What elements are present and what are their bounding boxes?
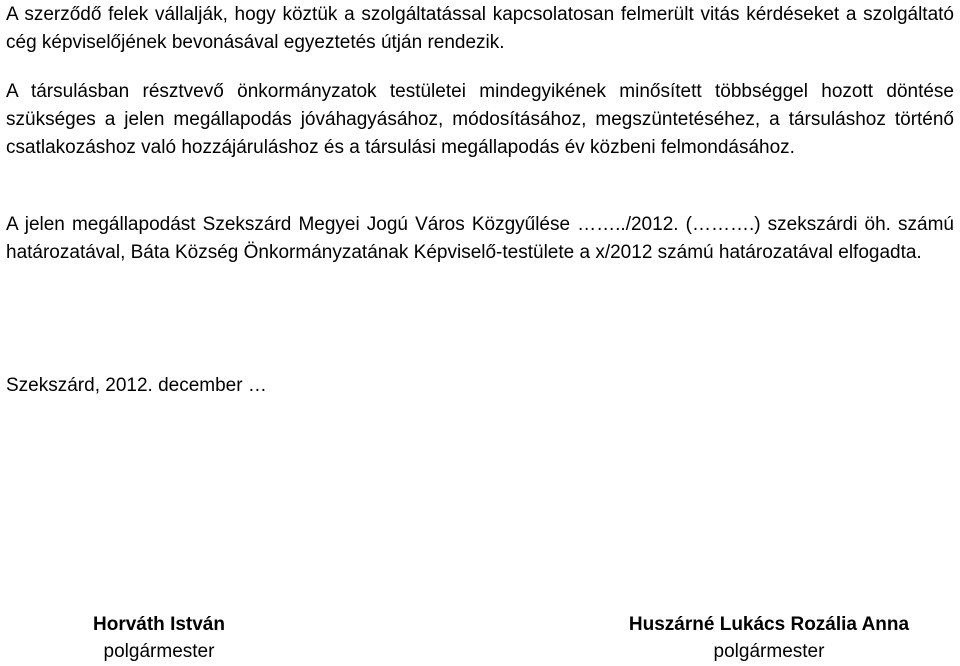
- signatory-title: polgármester: [713, 641, 825, 662]
- paragraph-approval-requirements: A társulásban résztvevő önkormányzatok testületei mindegyikének minősített többséggel hozott döntése szükséges a jelen megállapodás jóváhagyásához, módosításához, megszüntetéséhez, a társuláshoz történő csatlakozáshoz való hozzájáruláshoz és a társulási megállapodás év közbeni felmondásához.: [6, 81, 954, 158]
- paragraph-dispute-resolution: A szerződő felek vállalják, hogy köztük a szolgáltatással kapcsolatosan felmerült vitás kérdéseket a szolgáltató cég képviselőjének bevonásával egyeztetés útján rendezik.: [6, 4, 954, 53]
- place-and-date: Szekszárd, 2012. december …: [6, 375, 267, 396]
- signatory-name: Horváth István: [93, 614, 225, 635]
- signature-block-right: [597, 611, 941, 665]
- signature-block-left: [78, 611, 240, 665]
- signatory-title: polgármester: [103, 641, 215, 662]
- signatory-name: Huszárné Lukács Rozália Anna: [628, 614, 910, 635]
- paragraph-adoption: A jelen megállapodást Szekszárd Megyei Jogú Város Közgyűlése ……../2012. (……….) szekszárdi öh. számú határozatával, Báta Község Önkormányzatának Képviselő-testülete a x/2012 számú határozatával elfogadta.: [6, 214, 954, 263]
